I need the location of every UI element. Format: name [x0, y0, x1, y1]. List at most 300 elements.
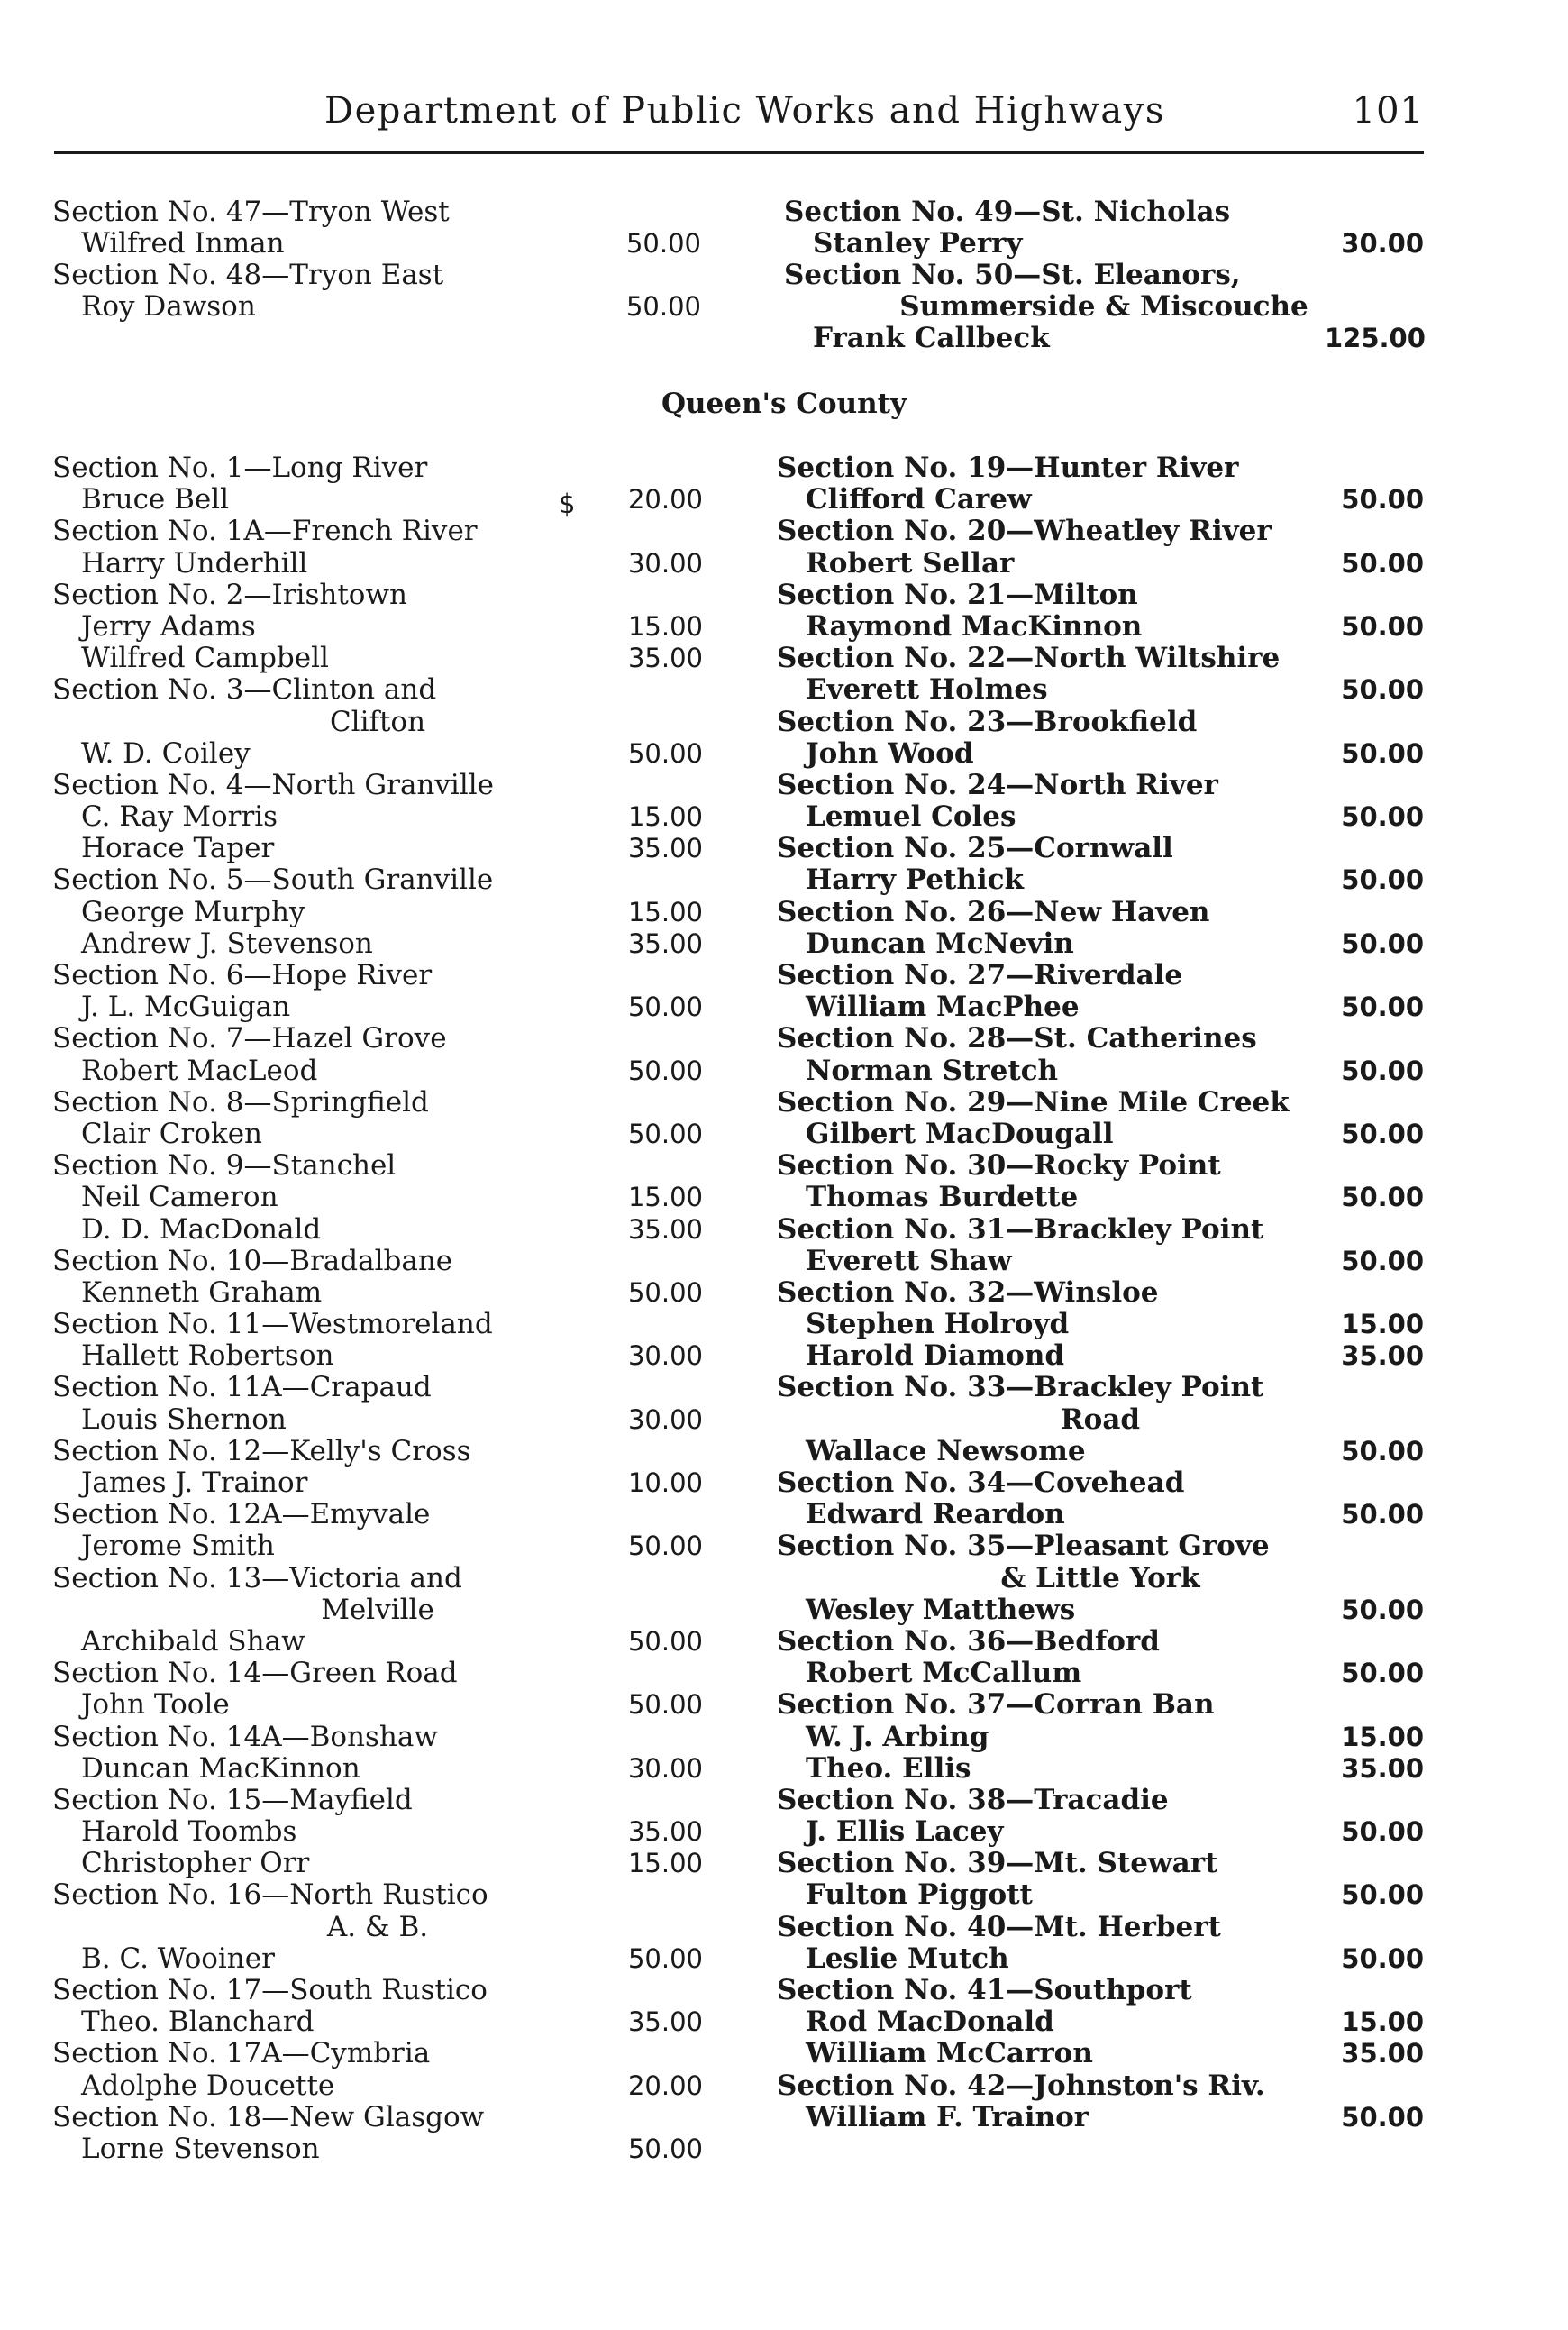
- entry-row: [777, 928, 1424, 960]
- recipient-name: Kenneth Graham: [81, 1275, 323, 1309]
- section-heading: [52, 196, 701, 228]
- section-label: A. & B.: [326, 1910, 429, 1943]
- section-heading: [52, 1563, 703, 1594]
- currency-symbol: $: [559, 489, 576, 519]
- entry-row: [52, 484, 703, 516]
- entry-row: [52, 801, 703, 833]
- amount: 30.00: [627, 1403, 703, 1435]
- section-heading: [52, 1087, 703, 1119]
- section-label: Section No. 39—Mt. Stewart: [777, 1847, 1218, 1880]
- section-label: Section No. 24—North River: [777, 768, 1218, 801]
- recipient-name: Stephen Holroyd: [806, 1308, 1070, 1341]
- recipient-name: Adolphe Doucette: [81, 2069, 335, 2102]
- entry-row: [784, 228, 1424, 260]
- section-label: Section No. 47—Tryon West: [52, 196, 450, 228]
- section-label: Section No. 50—St. Eleanors,: [784, 259, 1241, 291]
- recipient-name: Harry Pethick: [806, 863, 1025, 897]
- section-label: Section No. 25—Cornwall: [777, 832, 1173, 865]
- section-label: Section No. 28—St. Catherines: [777, 1022, 1257, 1055]
- section-heading: [52, 1309, 703, 1340]
- amount: 30.00: [627, 1340, 703, 1372]
- section-heading: [52, 1658, 703, 1689]
- amount: 50.00: [1341, 1594, 1424, 1625]
- section-label: Section No. 14A—Bonshaw: [52, 1720, 438, 1753]
- amount: 50.00: [625, 228, 701, 259]
- section-label: Section No. 37—Corran Ban: [777, 1688, 1215, 1722]
- entry-row: [52, 1689, 703, 1721]
- recipient-name: Wilfred Inman: [81, 227, 285, 260]
- entry-row: [52, 833, 703, 864]
- section-heading: [777, 580, 1424, 611]
- entry-row: [52, 1404, 703, 1436]
- section-label: Section No. 6—Hope River: [52, 959, 433, 991]
- amount: 50.00: [1341, 1118, 1424, 1149]
- amount: 20.00: [627, 2070, 703, 2101]
- section-heading: [52, 1436, 703, 1467]
- page-header: [54, 90, 1424, 153]
- entry-row: [52, 1277, 703, 1309]
- entry-row: [777, 1753, 1424, 1785]
- section-heading: [52, 516, 703, 547]
- section-label: Section No. 2—Irishtown: [52, 578, 407, 611]
- entry-row: [52, 1753, 703, 1785]
- entry-row: [777, 2102, 1424, 2134]
- section-heading: [777, 1530, 1424, 1562]
- entry-row: [777, 2038, 1424, 2070]
- section-label: Section No. 12—Kelly's Cross: [52, 1434, 471, 1467]
- amount: 15.00: [1341, 2006, 1424, 2038]
- section-heading: [52, 1879, 703, 1911]
- section-heading: [777, 1023, 1424, 1055]
- recipient-name: Theo. Ellis: [806, 1751, 971, 1785]
- section-label: Section No. 17—South Rustico: [52, 1974, 488, 2006]
- amount: 50.00: [1341, 1245, 1424, 1276]
- recipient-name: Lemuel Coles: [806, 800, 1016, 834]
- amount: 50.00: [1341, 610, 1424, 642]
- section-heading: [52, 960, 703, 991]
- recipient-name: Wilfred Campbell: [81, 642, 329, 675]
- section-heading: [52, 2102, 703, 2134]
- recipient-name: Jerome Smith: [81, 1530, 275, 1563]
- recipient-name: Everett Shaw: [806, 1244, 1012, 1277]
- section-label: Section No. 11—Westmoreland: [52, 1308, 493, 1341]
- amount: 15.00: [627, 610, 703, 642]
- section-label: Section No. 36—Bedford: [777, 1624, 1160, 1658]
- entry-row: [52, 291, 701, 323]
- amount: 50.00: [627, 737, 703, 769]
- left-column: [52, 452, 703, 2165]
- entry-row: [52, 611, 703, 643]
- amount: 50.00: [1341, 737, 1424, 769]
- entry-row: [52, 1467, 703, 1499]
- recipient-name: Jerry Adams: [81, 609, 256, 643]
- section-heading-continuation: [784, 291, 1424, 323]
- amount: 50.00: [1341, 547, 1424, 579]
- section-label: Section No. 42—Johnston's Riv.: [777, 2069, 1265, 2102]
- section-label: Section No. 11A—Crapaud: [52, 1371, 432, 1404]
- section-heading: [777, 897, 1424, 928]
- recipient-name: Norman Stretch: [806, 1054, 1059, 1087]
- entry-row: [52, 1340, 703, 1372]
- entry-row: [784, 323, 1424, 354]
- recipient-name: Horace Taper: [81, 832, 275, 865]
- recipient-name: C. Ray Morris: [81, 800, 278, 834]
- entry-row: [777, 1119, 1424, 1150]
- section-heading: [52, 674, 703, 706]
- entry-row: [777, 1879, 1424, 1911]
- entry-row: [777, 548, 1424, 580]
- recipient-name: Louis Shernon: [81, 1403, 287, 1436]
- recipient-name: Gilbert MacDougall: [806, 1117, 1114, 1150]
- section-heading: [777, 770, 1424, 801]
- section-heading: [777, 1626, 1424, 1658]
- entry-row: [777, 484, 1424, 516]
- amount: 50.00: [625, 291, 701, 322]
- section-label: Section No. 8—Springfield: [52, 1085, 429, 1119]
- amount: 50.00: [627, 1942, 703, 1974]
- amount: 35.00: [627, 1816, 703, 1848]
- amount: 10.00: [627, 1467, 703, 1498]
- section-label: Section No. 41—Southport: [777, 1974, 1192, 2006]
- entry-row: [52, 1055, 703, 1087]
- recipient-name: D. D. MacDonald: [81, 1212, 322, 1246]
- section-label: & Little York: [1000, 1561, 1200, 1594]
- section-label: Summerside & Miscouche: [899, 290, 1308, 323]
- entry-row: [777, 1246, 1424, 1277]
- section-label: Section No. 10—Bradalbane: [52, 1244, 453, 1277]
- amount: 15.00: [1341, 1309, 1424, 1340]
- recipient-name: Stanley Perry: [813, 227, 1023, 260]
- entry-row: [777, 1722, 1424, 1753]
- recipient-name: William MacPhee: [806, 991, 1080, 1024]
- amount: 50.00: [1341, 927, 1424, 959]
- entry-row: [777, 611, 1424, 643]
- entry-row: [52, 1530, 703, 1562]
- section-label: Section No. 33—Brackley Point: [777, 1371, 1264, 1404]
- section-heading: [777, 2070, 1424, 2102]
- section-heading: [777, 1372, 1424, 1403]
- amount: 50.00: [627, 1530, 703, 1562]
- page-title: Department of Public Works and Highways: [324, 90, 1165, 132]
- entry-row: [52, 2006, 703, 2038]
- section-heading: [52, 1246, 703, 1277]
- recipient-name: Harold Diamond: [806, 1339, 1065, 1373]
- recipient-name: Neil Cameron: [81, 1181, 278, 1214]
- entry-row: [52, 738, 703, 770]
- recipient-name: J. L. McGuigan: [81, 991, 291, 1024]
- section-label: Section No. 4—North Granville: [52, 768, 494, 801]
- section-label: Section No. 18—New Glasgow: [52, 2100, 485, 2134]
- amount: 50.00: [627, 2133, 703, 2164]
- section-label: Section No. 17A—Cymbria: [52, 2037, 431, 2070]
- recipient-name: Raymond MacKinnon: [806, 609, 1143, 643]
- section-heading: [52, 1023, 703, 1055]
- entry-row: [52, 2070, 703, 2102]
- amount: 35.00: [627, 2006, 703, 2038]
- entry-row: [777, 1309, 1424, 1340]
- section-label: Section No. 9—Stanchel: [52, 1149, 397, 1183]
- section-label: Section No. 49—St. Nicholas: [784, 196, 1231, 228]
- amount: 50.00: [627, 1689, 703, 1721]
- section-label: Road: [1060, 1403, 1141, 1436]
- entry-row: [52, 991, 703, 1023]
- section-heading: [777, 1467, 1424, 1499]
- recipient-name: Robert Sellar: [806, 546, 1015, 580]
- section-heading: [52, 1150, 703, 1182]
- entry-row: [52, 1943, 703, 1975]
- entry-row: [777, 991, 1424, 1023]
- recipient-name: Hallett Robertson: [81, 1339, 334, 1373]
- header-rule: [54, 151, 1424, 154]
- section-label: Section No. 32—Winsloe: [777, 1275, 1159, 1309]
- amount: 50.00: [1341, 1182, 1424, 1213]
- section-label: Section No. 40—Mt. Herbert: [777, 1910, 1221, 1943]
- entry-row: [52, 928, 703, 960]
- section-heading: [52, 2038, 703, 2070]
- recipient-name: Harry Underhill: [81, 546, 308, 580]
- recipient-name: Leslie Mutch: [806, 1942, 1009, 1975]
- entry-row: [52, 897, 703, 928]
- section-label: Section No. 26—New Haven: [777, 895, 1210, 928]
- section-heading: [52, 770, 703, 801]
- amount: 15.00: [1341, 1721, 1424, 1752]
- recipient-name: W. D. Coiley: [81, 736, 251, 770]
- section-heading-continuation: [52, 1912, 703, 1943]
- entry-row: [777, 864, 1424, 896]
- recipient-name: Fulton Piggott: [806, 1878, 1033, 1912]
- entry-row: [777, 1436, 1424, 1467]
- recipient-name: Christopher Orr: [81, 1847, 310, 1880]
- amount: 35.00: [627, 1213, 703, 1245]
- section-label: Section No. 5—South Granville: [52, 863, 494, 897]
- amount: 50.00: [1341, 1435, 1424, 1467]
- amount: 50.00: [1341, 1499, 1424, 1530]
- recipient-name: Bruce Bell: [81, 483, 230, 516]
- section-label: Section No. 30—Rocky Point: [777, 1149, 1221, 1183]
- recipient-name: Wesley Matthews: [806, 1593, 1076, 1626]
- section-heading-continuation: [52, 1594, 703, 1626]
- section-heading: [52, 1785, 703, 1816]
- section-heading-continuation: [777, 1404, 1424, 1436]
- amount: 20.00: [627, 484, 703, 516]
- amount: 30.00: [627, 547, 703, 579]
- recipient-name: Andrew J. Stevenson: [81, 927, 373, 960]
- entry-row: [777, 738, 1424, 770]
- section-heading: [52, 260, 701, 291]
- recipient-name: Clifford Carew: [806, 483, 1032, 516]
- section-label: Section No. 48—Tryon East: [52, 259, 444, 291]
- amount: 50.00: [1341, 1055, 1424, 1086]
- recipient-name: W. J. Arbing: [806, 1720, 989, 1753]
- section-label: Section No. 29—Nine Mile Creek: [777, 1085, 1290, 1119]
- recipient-name: Rod MacDonald: [806, 2006, 1054, 2039]
- recipient-name: Everett Holmes: [806, 673, 1048, 707]
- amount: 30.00: [1341, 228, 1424, 259]
- recipient-name: Theo. Blanchard: [81, 2006, 315, 2039]
- section-heading: [52, 452, 703, 484]
- amount: 35.00: [1341, 2038, 1424, 2070]
- amount: 50.00: [1341, 1942, 1424, 1974]
- entry-row: [777, 1943, 1424, 1975]
- section-heading: [777, 1150, 1424, 1182]
- recipient-name: John Wood: [806, 736, 974, 770]
- amount: 15.00: [627, 1182, 703, 1213]
- amount: 50.00: [1341, 1658, 1424, 1689]
- recipient-name: Duncan MacKinnon: [81, 1751, 360, 1785]
- amount: 50.00: [627, 991, 703, 1023]
- section-heading: [777, 1214, 1424, 1246]
- section-label: Section No. 16—North Rustico: [52, 1878, 488, 1912]
- recipient-name: Edward Reardon: [806, 1498, 1065, 1531]
- recipient-name: James J. Trainor: [81, 1467, 308, 1499]
- section-heading: [52, 1722, 703, 1753]
- section-heading: [777, 707, 1424, 738]
- section-heading-continuation: [52, 707, 703, 738]
- section-label: Section No. 3—Clinton and: [52, 673, 437, 707]
- section-label: Section No. 7—Hazel Grove: [52, 1022, 447, 1055]
- top-right-column: [784, 196, 1424, 354]
- amount: 50.00: [1341, 2101, 1424, 2133]
- section-heading: [777, 643, 1424, 674]
- amount: 50.00: [627, 1625, 703, 1657]
- section-label: Section No. 34—Covehead: [777, 1467, 1185, 1499]
- section-heading: [52, 864, 703, 896]
- section-heading: [777, 1975, 1424, 2006]
- top-left-column: [52, 196, 701, 323]
- recipient-name: Roy Dawson: [81, 290, 256, 323]
- recipient-name: William F. Trainor: [806, 2100, 1089, 2134]
- section-heading-continuation: [777, 1563, 1424, 1594]
- entry-row: [777, 674, 1424, 706]
- section-label: Section No. 15—Mayfield: [52, 1783, 413, 1816]
- entry-row: [777, 1499, 1424, 1530]
- amount: 125.00: [1325, 323, 1426, 353]
- section-label: Section No. 22—North Wiltshire: [777, 642, 1281, 675]
- section-label: Melville: [321, 1593, 434, 1626]
- section-heading: [777, 1087, 1424, 1119]
- entry-row: [777, 1816, 1424, 1848]
- amount: 35.00: [1341, 1752, 1424, 1784]
- amount: 50.00: [1341, 484, 1424, 516]
- section-heading: [777, 1785, 1424, 1816]
- recipient-name: Frank Callbeck: [813, 322, 1050, 354]
- section-heading: [777, 1689, 1424, 1721]
- entry-row: [777, 1658, 1424, 1689]
- amount: 15.00: [627, 1848, 703, 1879]
- section-label: Section No. 13—Victoria and: [52, 1561, 462, 1594]
- entry-row: [52, 1816, 703, 1848]
- section-heading: [52, 1499, 703, 1530]
- entry-row: [777, 1594, 1424, 1626]
- amount: 35.00: [1341, 1340, 1424, 1372]
- recipient-name: Clair Croken: [81, 1117, 263, 1150]
- amount: 50.00: [1341, 991, 1424, 1023]
- amount: 15.00: [627, 896, 703, 927]
- section-heading: [777, 452, 1424, 484]
- entry-row: [52, 1214, 703, 1246]
- recipient-name: Duncan McNevin: [806, 927, 1074, 960]
- recipient-name: Harold Toombs: [81, 1815, 297, 1849]
- recipient-name: Robert MacLeod: [81, 1054, 318, 1087]
- right-column: [777, 452, 1424, 2134]
- section-label: Section No. 19—Hunter River: [777, 452, 1239, 484]
- recipient-name: Wallace Newsome: [806, 1434, 1086, 1467]
- recipient-name: Thomas Burdette: [806, 1181, 1079, 1214]
- entry-row: [777, 1182, 1424, 1213]
- section-heading: [52, 580, 703, 611]
- section-label: Section No. 38—Tracadie: [777, 1783, 1169, 1816]
- amount: 50.00: [1341, 801, 1424, 833]
- amount: 50.00: [627, 1276, 703, 1308]
- amount: 30.00: [627, 1752, 703, 1784]
- section-label: Section No. 35—Pleasant Grove: [777, 1530, 1270, 1563]
- section-label: Section No. 1A—French River: [52, 515, 478, 548]
- recipient-name: John Toole: [81, 1688, 230, 1722]
- county-heading: Queen's County: [661, 388, 907, 420]
- amount: 50.00: [627, 1055, 703, 1086]
- recipient-name: Lorne Stevenson: [81, 2132, 320, 2165]
- entry-row: [52, 1182, 703, 1213]
- section-heading: [52, 1975, 703, 2006]
- recipient-name: B. C. Wooiner: [81, 1942, 275, 1975]
- amount: 35.00: [627, 927, 703, 959]
- entry-row: [52, 643, 703, 674]
- section-label: Section No. 21—Milton: [777, 578, 1138, 611]
- section-label: Section No. 27—Riverdale: [777, 959, 1183, 991]
- section-heading: [52, 1372, 703, 1403]
- section-heading: [777, 1848, 1424, 1879]
- recipient-name: Archibald Shaw: [81, 1624, 305, 1658]
- section-label: Section No. 14—Green Road: [52, 1657, 458, 1690]
- entry-row: [777, 2006, 1424, 2038]
- recipient-name: J. Ellis Lacey: [806, 1815, 1004, 1849]
- recipient-name: George Murphy: [81, 895, 305, 928]
- section-label: Section No. 23—Brookfield: [777, 705, 1198, 738]
- entry-row: [52, 1119, 703, 1150]
- amount: 15.00: [627, 801, 703, 833]
- section-heading: [777, 516, 1424, 547]
- page-number: 101: [1352, 90, 1424, 132]
- entry-row: [52, 2134, 703, 2165]
- recipient-name: William McCarron: [806, 2037, 1093, 2070]
- amount: 35.00: [627, 643, 703, 674]
- recipient-name: Robert McCallum: [806, 1657, 1082, 1690]
- amount: 50.00: [1341, 1816, 1424, 1848]
- section-label: Section No. 20—Wheatley River: [777, 515, 1272, 548]
- entry-row: [52, 548, 703, 580]
- amount: 50.00: [1341, 1879, 1424, 1911]
- amount: 50.00: [1341, 674, 1424, 706]
- section-label: Section No. 31—Brackley Point: [777, 1212, 1264, 1246]
- entry-row: [52, 228, 701, 260]
- entry-row: [52, 1848, 703, 1879]
- section-heading: [784, 196, 1424, 228]
- section-label: Section No. 12A—Emyvale: [52, 1498, 431, 1531]
- section-label: Section No. 1—Long River: [52, 452, 428, 484]
- section-heading: [777, 960, 1424, 991]
- section-heading: [784, 260, 1424, 291]
- amount: 35.00: [627, 833, 703, 864]
- entry-row: [52, 1626, 703, 1658]
- section-heading: [777, 1277, 1424, 1309]
- section-heading: [777, 833, 1424, 864]
- entry-row: [777, 1340, 1424, 1372]
- section-label: Clifton: [329, 705, 426, 738]
- amount: 50.00: [1341, 864, 1424, 896]
- entry-row: [777, 801, 1424, 833]
- section-heading: [777, 1912, 1424, 1943]
- amount: 50.00: [627, 1118, 703, 1149]
